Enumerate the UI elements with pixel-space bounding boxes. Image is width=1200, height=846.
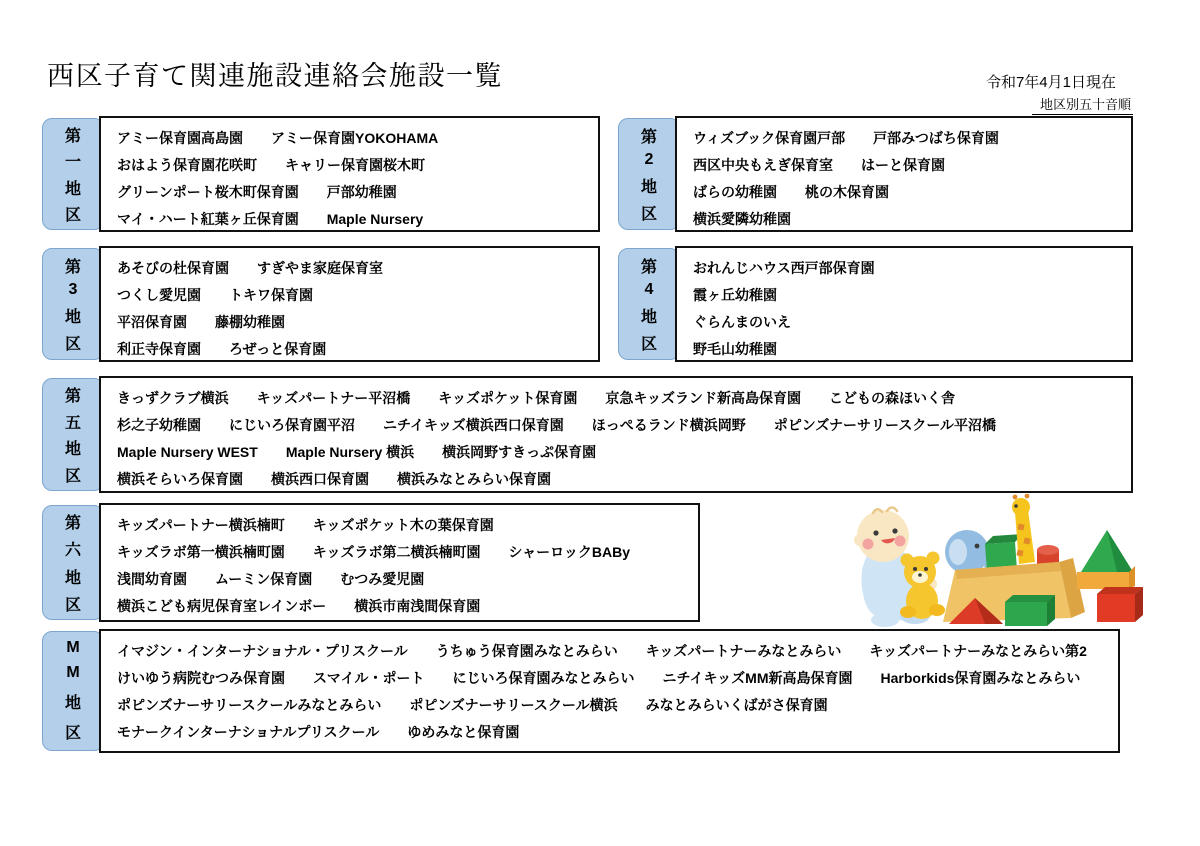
facility-line: ばらの幼稚園 桃の木保育園 <box>693 184 889 200</box>
district-label-char: 区 <box>64 468 81 486</box>
district-mm-label <box>42 631 104 751</box>
district-label-char: 地 <box>64 569 81 587</box>
district-5-facility-box <box>99 376 1133 493</box>
district-label-char: 区 <box>64 336 81 354</box>
facility-line: 横浜そらいろ保育園 横浜西口保育園 横浜みなとみらい保育園 <box>117 471 551 487</box>
district-1-facility-box <box>99 116 600 232</box>
district-3-facility-box <box>99 246 600 362</box>
facility-line: 霞ヶ丘幼稚園 <box>693 287 777 303</box>
district-1-label <box>42 118 104 230</box>
district-label-char: 2 <box>644 151 654 169</box>
facility-line: 野毛山幼稚園 <box>693 341 777 357</box>
facility-line: 横浜愛隣幼稚園 <box>693 211 791 227</box>
district-label-char: 地 <box>64 694 81 712</box>
district-label-char: 地 <box>64 308 81 326</box>
district-4-label <box>618 248 680 360</box>
district-mm-facility-box <box>99 629 1120 753</box>
district-label-char: 地 <box>640 178 657 196</box>
facility-line: マイ・ハート紅葉ヶ丘保育園 Maple Nursery <box>117 211 424 227</box>
district-label-char: 第 <box>64 258 81 276</box>
district-label-char: 第 <box>64 387 81 405</box>
district-2-facility-box <box>675 116 1133 232</box>
district-2-section <box>618 116 1133 232</box>
district-label-char: 区 <box>64 596 81 614</box>
facility-line: つくし愛児園 トキワ保育園 <box>117 287 313 303</box>
district-label-char: 第 <box>64 127 81 145</box>
facility-line: 利正寺保育園 ろぜっと保育園 <box>117 341 327 357</box>
district-6-section <box>42 503 700 622</box>
district-label-char: 地 <box>64 441 81 459</box>
district-label-char: 地 <box>64 180 81 198</box>
facility-line: おはよう保育園花咲町 キャリー保育園桜木町 <box>117 157 425 173</box>
facility-line: アミー保育園高島園 アミー保育園YOKOHAMA <box>117 130 439 146</box>
district-label-char: 4 <box>644 281 654 299</box>
district-label-char: 六 <box>64 542 81 560</box>
district-label-char: 区 <box>640 206 657 224</box>
district-label-char: 五 <box>64 414 81 432</box>
facility-line: ぐらんまのいえ <box>693 314 791 330</box>
facility-line: イマジン・インターナショナル・プリスクール うちゅう保育園みなとみらい キッズパートナーみなとみらい キッズパートナーみなとみらい第2 <box>117 643 1087 659</box>
district-5-label <box>42 378 104 491</box>
page-title: 西区子育て関連施設連絡会施設一覧 <box>47 61 503 91</box>
facility-line: Maple Nursery WEST Maple Nursery 横浜 横浜岡野すきっぷ保育園 <box>117 444 597 460</box>
district-label-char: 区 <box>640 336 657 354</box>
facility-line: 横浜こども病児保育室レインボー 横浜市南浅間保育園 <box>117 598 481 614</box>
facility-line: モナークインターナショナルプリスクール ゆめみなと保育園 <box>117 724 520 740</box>
baby-toys-illustration <box>845 494 1160 629</box>
district-label-char: 区 <box>64 207 81 225</box>
district-6-label <box>42 505 104 620</box>
district-label-char: 一 <box>64 154 81 172</box>
sort-order-note: 地区別五十音順 <box>1032 94 1133 115</box>
district-label-char: 3 <box>68 281 78 299</box>
facility-line: きっずクラブ横浜 キッズパートナー平沼橋 キッズポケット保育園 京急キッズランド新高島保育園 こどもの森ほいく舎 <box>117 390 956 406</box>
district-2-label <box>618 118 680 230</box>
district-4-facility-box <box>675 246 1133 362</box>
facility-line: 西区中央もえぎ保育室 はーと保育園 <box>693 157 945 173</box>
district-label-char: 第 <box>64 515 81 533</box>
facility-line: 浅間幼育園 ムーミン保育園 むつみ愛児園 <box>117 571 425 587</box>
district-label-char: 区 <box>64 724 81 742</box>
facility-line: キッズパートナー横浜楠町 キッズポケット木の葉保育園 <box>117 517 494 533</box>
district-5-section <box>42 376 1133 493</box>
district-4-section <box>618 246 1133 362</box>
facility-line: ウィズブック保育園戸部 戸部みつばち保育園 <box>693 130 999 146</box>
district-label-char: 地 <box>640 308 657 326</box>
district-3-label <box>42 248 104 360</box>
facility-line: ポピンズナーサリースクールみなとみらい ポピンズナーサリースクール横浜 みなとみらいくばがさ保育園 <box>117 697 828 713</box>
district-1-section <box>42 116 600 232</box>
district-6-facility-box <box>99 503 700 622</box>
facility-line: グリーンポート桜木町保育園 戸部幼稚園 <box>117 184 397 200</box>
district-label-char: M <box>66 664 80 682</box>
facility-line: 杉之子幼稚園 にじいろ保育園平沼 ニチイキッズ横浜西口保育園 ほっぺるランド横浜岡野 ポピンズナーサリースクール平沼橋 <box>117 417 997 433</box>
facility-line: けいゆう病院むつみ保育園 スマイル・ポート にじいろ保育園みなとみらい ニチイキッズMM新高島保育園 Harborkids保育園みなとみらい <box>117 670 1081 686</box>
date-note: 令和7年4月1日現在 <box>985 74 1116 91</box>
district-3-section <box>42 246 600 362</box>
district-label-char: 第 <box>640 128 657 146</box>
facility-line: キッズラボ第一横浜楠町園 キッズラボ第二横浜楠町園 シャーロックBABy <box>117 544 630 560</box>
facility-line: あそびの杜保育園 すぎやま家庭保育室 <box>117 260 383 276</box>
facility-line: 平沼保育園 藤棚幼稚園 <box>117 314 285 330</box>
district-label-char: M <box>66 639 80 657</box>
facility-line: おれんじハウス西戸部保育園 <box>693 260 875 276</box>
district-mm-section <box>42 629 1120 753</box>
district-label-char: 第 <box>640 258 657 276</box>
